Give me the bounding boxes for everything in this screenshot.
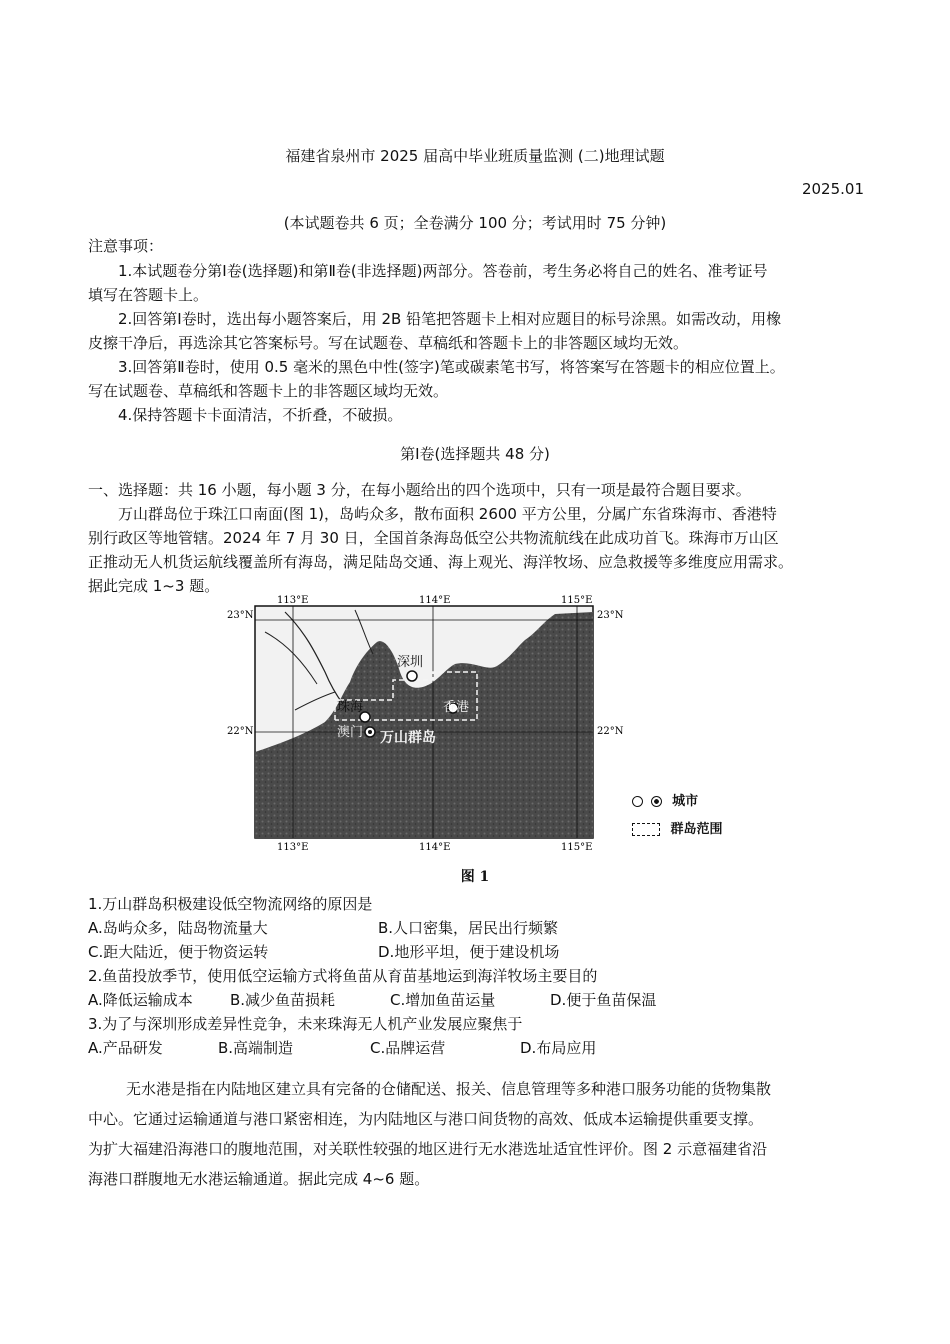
passage-line: 万山群岛位于珠江口南面(图 1)，岛屿众多，散布面积 2600 平方公里，分属广东省珠海市、香港特 (118, 505, 777, 523)
map-right-label: 23°N (597, 610, 624, 621)
map-right-label: 22°N (597, 726, 624, 737)
notes-line: 填写在答题卡上。 (88, 286, 209, 304)
passage-line: 据此完成 1~3 题。 (88, 577, 220, 595)
question-option: B.高端制造 (218, 1039, 294, 1057)
passage-line: 正推动无人机货运航线覆盖所有海岛，满足陆岛交通、海上观光、海洋牧场、应急救援等多维度应用需求。 (88, 553, 794, 571)
notes-line: 4.保持答题卡卡面清洁，不折叠，不破损。 (118, 406, 403, 424)
notes-line: 写在试题卷、草稿纸和答题卡上的非答题区域均无效。 (88, 382, 449, 400)
notes-line: 3.回答第Ⅱ卷时，使用 0.5 毫米的黑色中性(签字)笔或碳素笔书写，将答案写在答题卡的相应位置上。 (118, 358, 785, 376)
question-stem: 2.鱼苗投放季节，使用低空运输方式将鱼苗从育苗基地运到海洋牧场主要目的 (88, 967, 598, 985)
figure-caption: 图 1 (460, 869, 490, 885)
question-option: B.人口密集，居民出行频繁 (378, 919, 559, 937)
section-intro: 一、选择题：共 16 小题，每小题 3 分，在每小题给出的四个选项中，只有一项是最符合题目要求。 (88, 481, 751, 499)
passage2-line: 海港口群腹地无水港运输通道。据此完成 4~6 题。 (88, 1170, 430, 1188)
passage2-line: 无水港是指在内陆地区建立具有完备的仓储配送、报关、信息管理等多种港口服务功能的货物集散 (126, 1080, 772, 1098)
map-bottom-label: 115°E (561, 842, 593, 853)
question-option: D.布局应用 (520, 1039, 597, 1057)
map-bottom-label: 113°E (277, 842, 309, 853)
islands-label: 万山群岛 (380, 730, 436, 746)
question-option: D.地形平坦，便于建设机场 (378, 943, 560, 961)
question-option: C.品牌运营 (370, 1039, 446, 1057)
passage2-line: 为扩大福建沿海港口的腹地范围，对关联性较强的地区进行无水港选址适宜性评价。图 2 示意福建省沿 (88, 1140, 768, 1158)
city-label-zhuhai: 珠海 (337, 700, 364, 715)
map-bottom-label: 114°E (419, 842, 451, 853)
map-left-label: 22°N (227, 726, 254, 737)
notes-line: 皮擦干净后，再选涂其它答案标号。写在试题卷、草稿纸和答题卡上的非答题区域均无效。 (88, 334, 689, 352)
section-heading: 第Ⅰ卷(选择题共 48 分) (400, 445, 550, 463)
exam-subtitle: (本试题卷共 6 页；全卷满分 100 分；考试用时 75 分钟) (283, 214, 667, 232)
map-top-label: 114°E (419, 595, 451, 606)
map-top-label: 115°E (561, 595, 593, 606)
exam-title: 福建省泉州市 2025 届高中毕业班质量监测 (二)地理试题 (285, 147, 665, 165)
question-option: B.减少鱼苗损耗 (230, 991, 336, 1009)
legend-capital-icon (651, 796, 662, 807)
legend-dashed-box-icon (632, 823, 660, 836)
map-left-label: 23°N (227, 610, 254, 621)
question-stem: 3.为了与深圳形成差异性竞争，未来珠海无人机产业发展应聚焦于 (88, 1015, 523, 1033)
question-option: A.岛屿众多，陆岛物流量大 (88, 919, 268, 937)
legend-city-icon (632, 796, 643, 807)
notes-line: 1.本试题卷分第Ⅰ卷(选择题)和第Ⅱ卷(非选择题)两部分。答卷前，考生务必将自己的姓名、准考证号 (118, 262, 768, 280)
notes-heading: 注意事项： (88, 237, 164, 255)
passage-line: 别行政区等地管辖。2024 年 7 月 30 日，全国首条海岛低空公共物流航线在此成功首飞。珠海市万山区 (88, 529, 779, 547)
question-option: D.便于鱼苗保温 (550, 991, 657, 1009)
city-label-hongkong: 香港 (443, 700, 470, 715)
question-option: C.距大陆近，便于物资运转 (88, 943, 269, 961)
map-figure (225, 592, 635, 854)
city-label-shenzhen: 深圳 (397, 655, 424, 670)
legend-city (632, 790, 698, 809)
exam-date: 2025.01 (801, 180, 864, 198)
map-svg (225, 592, 635, 854)
question-option: A.产品研发 (88, 1039, 163, 1057)
question-option: C.增加鱼苗运量 (390, 991, 496, 1009)
question-stem: 1.万山群岛积极建设低空物流网络的原因是 (88, 895, 373, 913)
map-top-label: 113°E (277, 595, 309, 606)
passage2-line: 中心。它通过运输通道与港口紧密相连，为内陆地区与港口间货物的高效、低成本运输提供重要支撑。 (88, 1110, 764, 1128)
legend-islands-label: 群岛范围 (670, 822, 723, 837)
question-option: A.降低运输成本 (88, 991, 193, 1009)
city-marker-shenzhen (407, 671, 417, 681)
legend-city-label: 城市 (672, 794, 699, 809)
legend-islands (632, 818, 723, 837)
city-label-macau: 澳门 (337, 725, 364, 740)
notes-line: 2.回答第Ⅰ卷时，选出每小题答案后，用 2B 铅笔把答题卡上相对应题目的标号涂黑。如需改动，用橡 (118, 310, 782, 328)
